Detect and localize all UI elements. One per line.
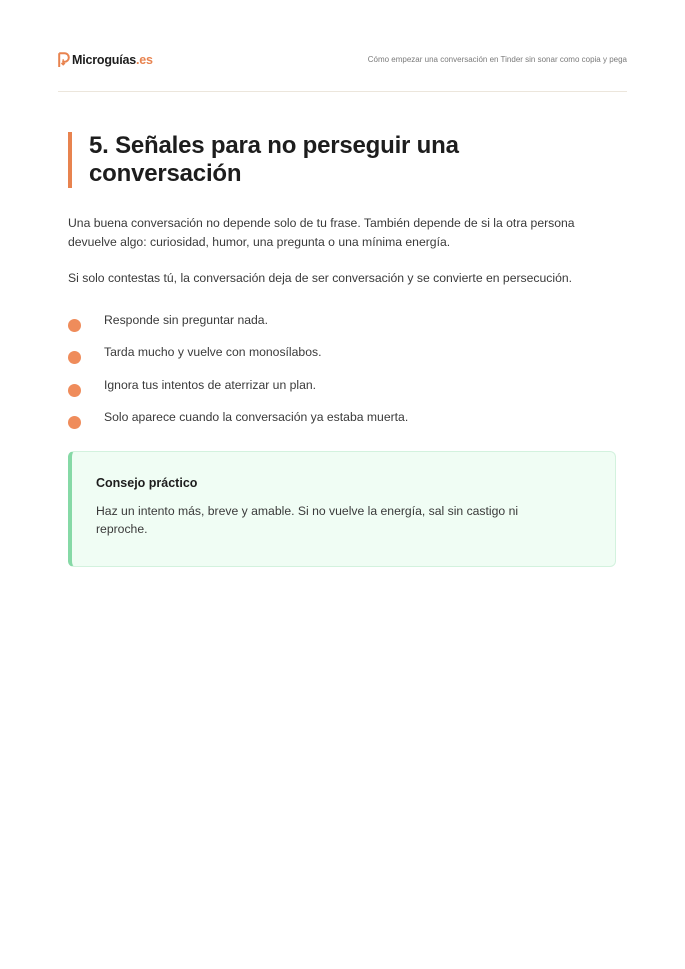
intro-paragraph: Una buena conversación no depende solo de tu frase. También depende de si la otra persona devuelve algo: curiosidad, humor, una pregunta o una mínima energía. [68,216,575,249]
list-item-text: Responde sin preguntar nada. [104,313,268,327]
section-heading [68,132,548,188]
logo-text [72,52,153,68]
list-item [68,376,620,408]
logo-name: Microguías [72,53,136,67]
list-item-text: Solo aparece cuando la conversación ya estaba muerta. [104,409,409,424]
page-header [58,50,627,92]
tip-title: Consejo práctico [96,476,198,490]
list-item [68,311,620,343]
tip-text: Haz un intento más, breve y amable. Si no vuelve la energía, sal sin castigo ni reproche. [96,504,519,536]
list-item-text: Tarda mucho y vuelve con monosílabos. [104,345,322,360]
list-item [68,408,620,440]
bullet-dot-icon [68,416,81,429]
signals-list [68,311,620,440]
tip-callout [68,451,616,567]
list-item-text: Ignora tus intentos de aterrizar un plan. [104,377,317,392]
list-item [68,343,620,375]
section-title: 5. Señales para no perseguir una conversación [89,132,459,187]
bullet-dot-icon [68,351,81,364]
logo-icon [58,52,70,68]
bullet-dot-icon [68,319,81,332]
bullet-dot-icon [68,384,81,397]
logo[interactable] [58,52,153,68]
logo-tld: .es [136,53,153,67]
running-title: Cómo empezar una conversación en Tinder sin sonar como copia y pega [367,55,627,64]
second-paragraph: Si solo contestas tú, la conversación deja de ser conversación y se convierte en persecución. [68,271,573,285]
